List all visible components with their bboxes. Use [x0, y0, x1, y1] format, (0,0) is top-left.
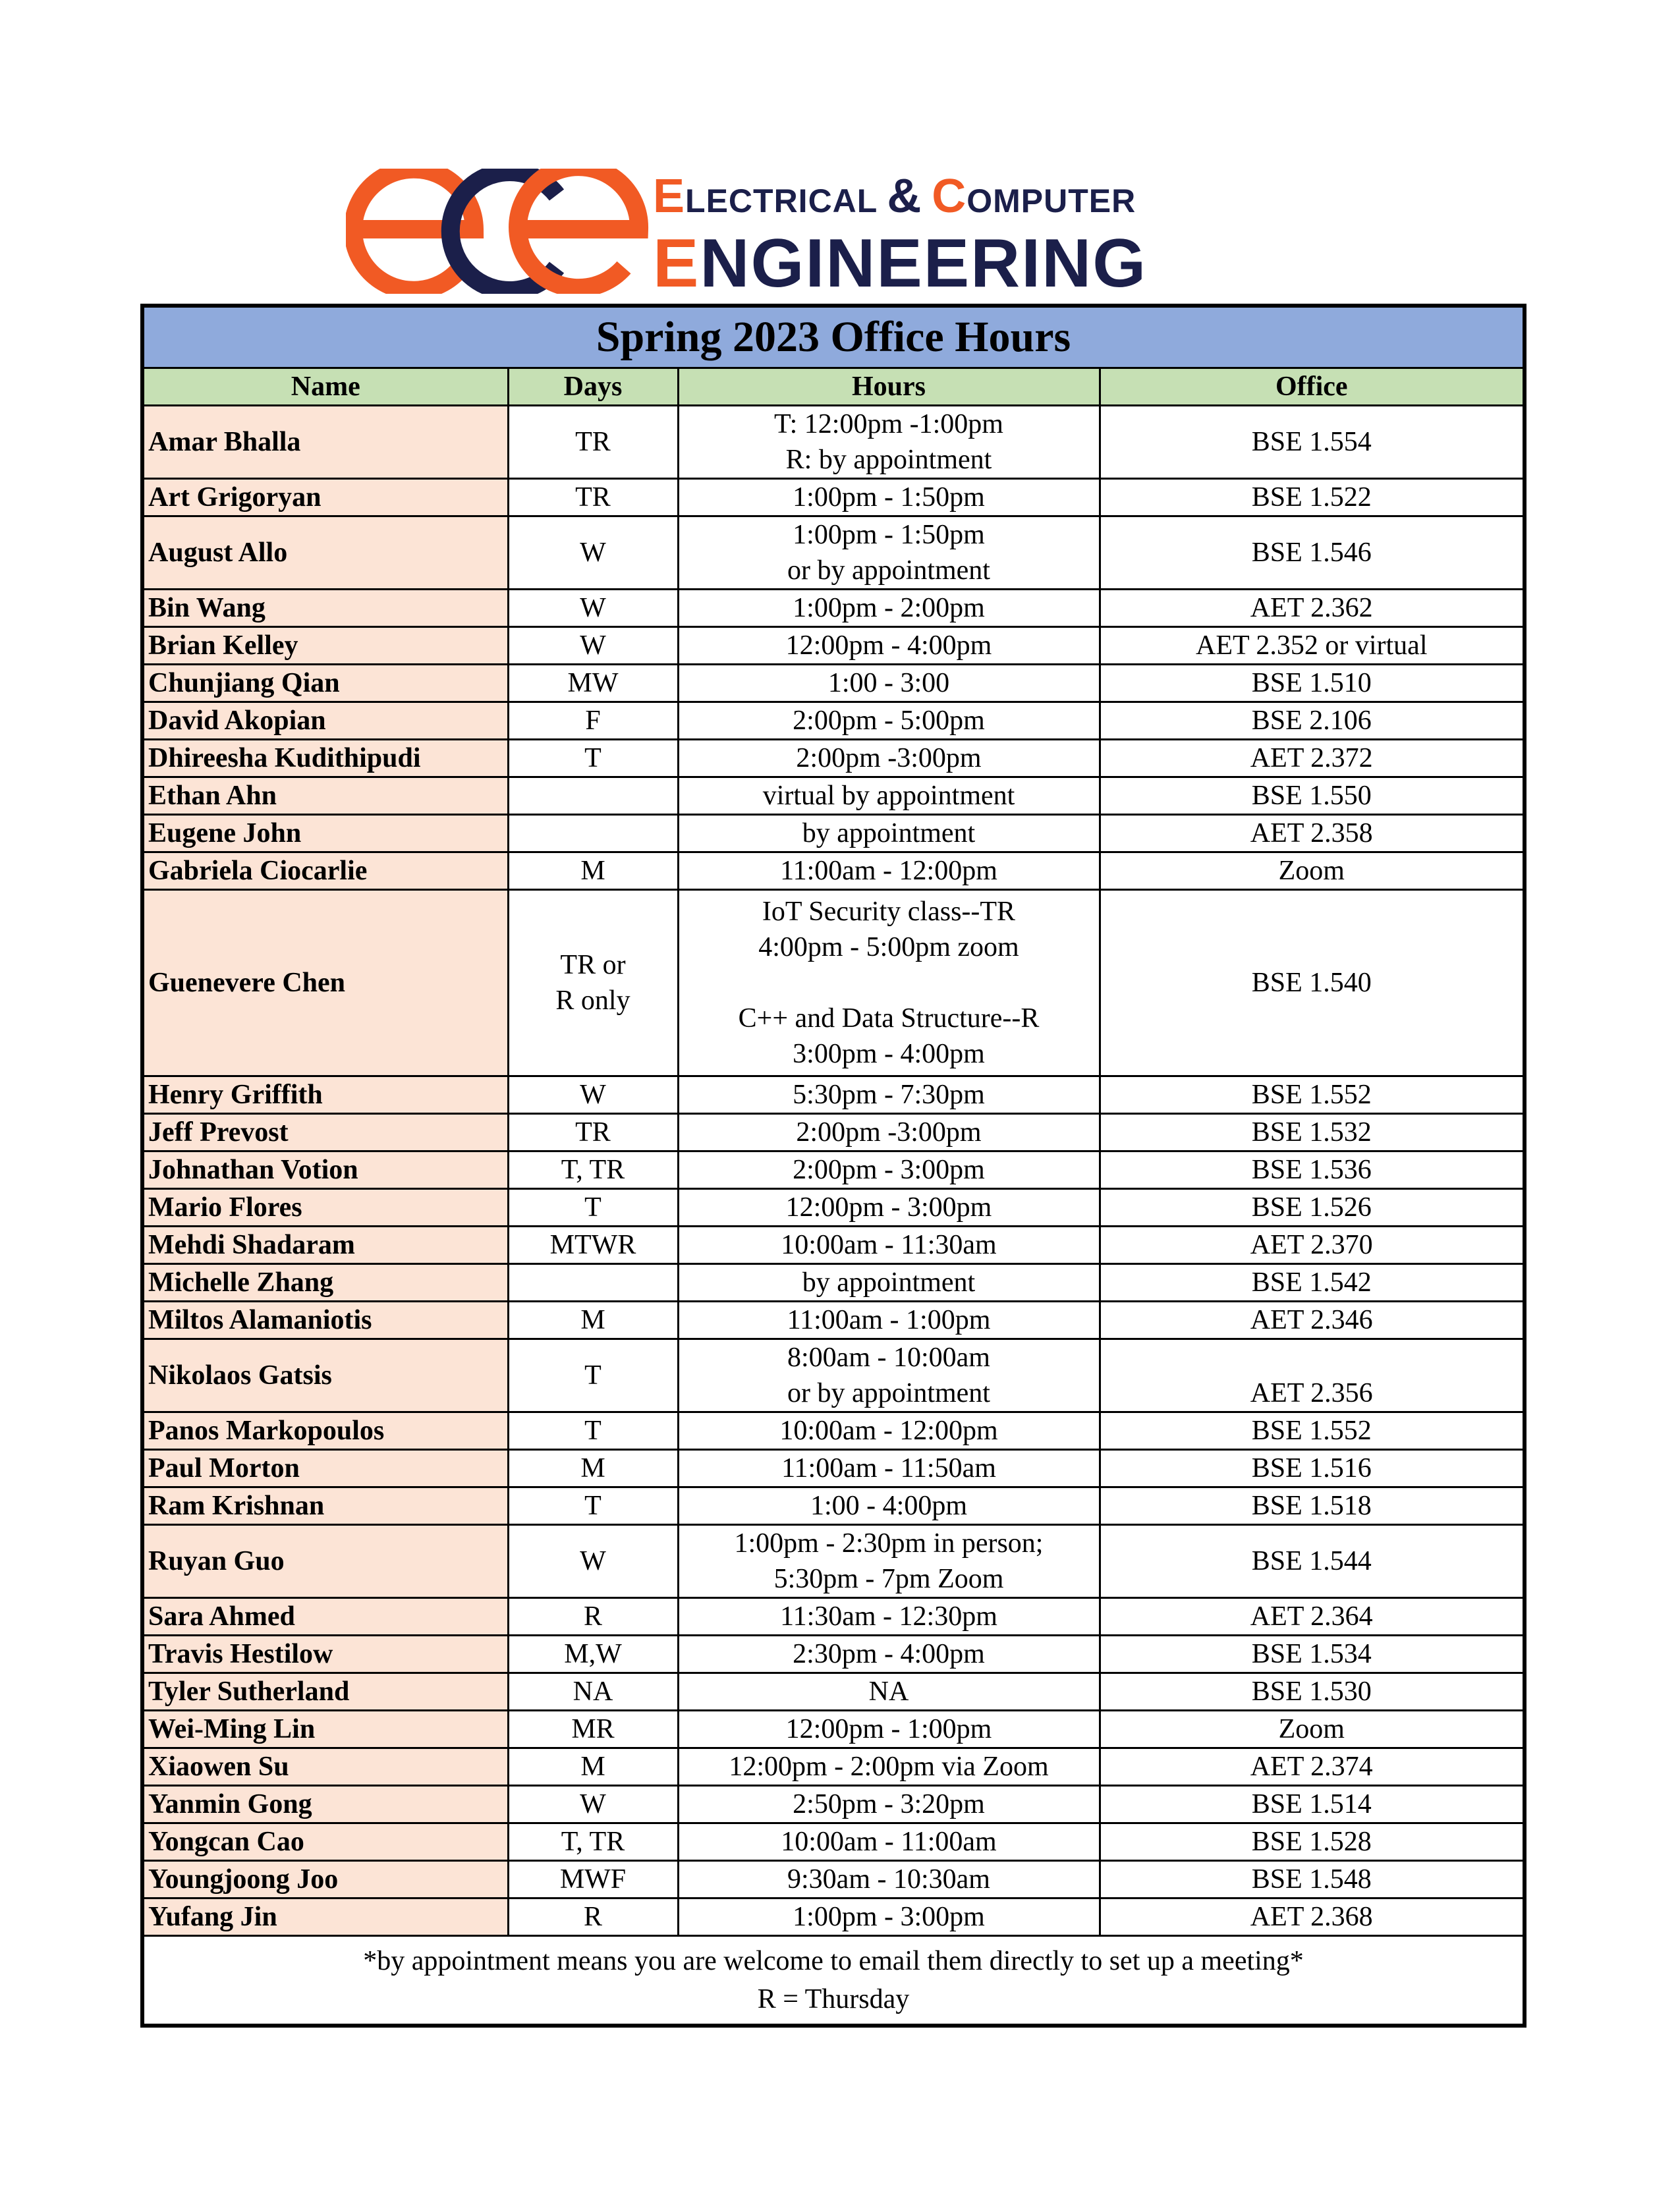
cell-days: F — [508, 702, 678, 740]
cell-office: AET 2.352 or virtual — [1100, 627, 1525, 665]
cell-days: M — [508, 1450, 678, 1487]
cell-name: Nikolaos Gatsis — [142, 1339, 508, 1412]
cell-hours: by appointment — [678, 815, 1100, 852]
cell-days: NA — [508, 1673, 678, 1711]
cell-days: MW — [508, 665, 678, 702]
table-row — [142, 1189, 1525, 1227]
cell-hours: 1:00pm - 1:50pm or by appointment — [678, 516, 1100, 590]
cell-office: BSE 1.530 — [1100, 1673, 1525, 1711]
cell-name: Yanmin Gong — [142, 1786, 508, 1823]
table-row — [142, 1339, 1525, 1412]
logo-text-electrical-computer: ELECTRICAL & COMPUTER — [653, 170, 1136, 223]
cell-name: Mario Flores — [142, 1189, 508, 1227]
cell-days: W — [508, 1786, 678, 1823]
cell-name: Wei-Ming Lin — [142, 1711, 508, 1748]
cell-name: Johnathan Votion — [142, 1151, 508, 1189]
cell-days: R — [508, 1598, 678, 1636]
cell-name: Eugene John — [142, 815, 508, 852]
cell-name: Youngjoong Joo — [142, 1861, 508, 1898]
table-row — [142, 890, 1525, 1076]
cell-hours: 2:00pm -3:00pm — [678, 740, 1100, 777]
cell-office: BSE 1.542 — [1100, 1264, 1525, 1302]
table-row — [142, 590, 1525, 627]
cell-office: AET 2.362 — [1100, 590, 1525, 627]
cell-name: Tyler Sutherland — [142, 1673, 508, 1711]
cell-office: BSE 1.546 — [1100, 516, 1525, 590]
cell-name: Gabriela Ciocarlie — [142, 852, 508, 890]
table-row — [142, 1823, 1525, 1861]
table-body — [142, 406, 1525, 1936]
cell-days: W — [508, 627, 678, 665]
table-row — [142, 1114, 1525, 1151]
cell-days: M — [508, 852, 678, 890]
cell-office: AET 2.370 — [1100, 1227, 1525, 1264]
cell-days: T — [508, 1189, 678, 1227]
table-row — [142, 777, 1525, 815]
cell-days: TR — [508, 479, 678, 516]
cell-office: BSE 1.528 — [1100, 1823, 1525, 1861]
cell-hours: 1:00pm - 1:50pm — [678, 479, 1100, 516]
office-hours-table — [140, 304, 1526, 2028]
cell-office: AET 2.346 — [1100, 1302, 1525, 1339]
table-row — [142, 1227, 1525, 1264]
cell-days — [508, 815, 678, 852]
cell-office: AET 2.356 — [1100, 1339, 1525, 1412]
cell-office: BSE 1.552 — [1100, 1076, 1525, 1114]
cell-office: BSE 1.526 — [1100, 1189, 1525, 1227]
cell-hours: 12:00pm - 1:00pm — [678, 1711, 1100, 1748]
cell-days: M,W — [508, 1636, 678, 1673]
cell-office: AET 2.364 — [1100, 1598, 1525, 1636]
cell-days: M — [508, 1748, 678, 1786]
cell-days: T — [508, 1487, 678, 1525]
cell-hours: 12:00pm - 4:00pm — [678, 627, 1100, 665]
cell-days: W — [508, 1525, 678, 1598]
cell-office: BSE 1.536 — [1100, 1151, 1525, 1189]
cell-days: M — [508, 1302, 678, 1339]
footer-note: *by appointment means you are welcome to email them directly to set up a meeting* — [363, 1946, 1304, 1976]
table-row — [142, 1711, 1525, 1748]
cell-days: W — [508, 516, 678, 590]
cell-office: BSE 1.548 — [1100, 1861, 1525, 1898]
cell-hours: 2:00pm - 3:00pm — [678, 1151, 1100, 1189]
cell-hours: 1:00 - 4:00pm — [678, 1487, 1100, 1525]
table-row — [142, 702, 1525, 740]
table-title: Spring 2023 Office Hours — [142, 306, 1525, 368]
cell-days — [508, 777, 678, 815]
cell-office: Zoom — [1100, 1711, 1525, 1748]
cell-office: AET 2.374 — [1100, 1748, 1525, 1786]
cell-hours: 1:00pm - 2:00pm — [678, 590, 1100, 627]
table-row — [142, 1748, 1525, 1786]
cell-name: August Allo — [142, 516, 508, 590]
cell-hours: 1:00pm - 3:00pm — [678, 1898, 1100, 1936]
cell-hours: 11:00am - 1:00pm — [678, 1302, 1100, 1339]
cell-hours: 9:30am - 10:30am — [678, 1861, 1100, 1898]
cell-office: AET 2.358 — [1100, 815, 1525, 852]
cell-name: Dhireesha Kudithipudi — [142, 740, 508, 777]
cell-name: Yufang Jin — [142, 1898, 508, 1936]
table-row — [142, 1487, 1525, 1525]
cell-days: T — [508, 1412, 678, 1450]
table-row — [142, 1076, 1525, 1114]
cell-office: AET 2.372 — [1100, 740, 1525, 777]
cell-office: BSE 1.540 — [1100, 890, 1525, 1076]
cell-days: TR — [508, 406, 678, 479]
cell-name: Mehdi Shadaram — [142, 1227, 508, 1264]
cell-hours: IoT Security class--TR 4:00pm - 5:00pm zoom C++ and Data Structure--R 3:00pm - 4:00pm — [678, 890, 1100, 1076]
cell-hours: NA — [678, 1673, 1100, 1711]
cell-name: David Akopian — [142, 702, 508, 740]
cell-name: Art Grigoryan — [142, 479, 508, 516]
table-footer — [142, 1936, 1525, 2026]
header-name: Name — [142, 368, 508, 406]
header-office: Office — [1100, 368, 1525, 406]
cell-name: Brian Kelley — [142, 627, 508, 665]
table-row — [142, 1636, 1525, 1673]
cell-name: Bin Wang — [142, 590, 508, 627]
cell-days: MTWR — [508, 1227, 678, 1264]
cell-name: Panos Markopoulos — [142, 1412, 508, 1450]
cell-hours: 1:00 - 3:00 — [678, 665, 1100, 702]
cell-office: BSE 1.544 — [1100, 1525, 1525, 1598]
table-row — [142, 815, 1525, 852]
cell-hours: 10:00am - 11:00am — [678, 1823, 1100, 1861]
cell-office: BSE 1.514 — [1100, 1786, 1525, 1823]
table-row — [142, 406, 1525, 479]
cell-name: Paul Morton — [142, 1450, 508, 1487]
cell-office: BSE 1.518 — [1100, 1487, 1525, 1525]
cell-days: T, TR — [508, 1151, 678, 1189]
table-row — [142, 1412, 1525, 1450]
cell-hours: 8:00am - 10:00am or by appointment — [678, 1339, 1100, 1412]
cell-days: W — [508, 590, 678, 627]
cell-name: Xiaowen Su — [142, 1748, 508, 1786]
table-row — [142, 665, 1525, 702]
table-row — [142, 1302, 1525, 1339]
cell-hours: 2:50pm - 3:20pm — [678, 1786, 1100, 1823]
footer-legend: R = Thursday — [757, 1984, 910, 2014]
table-row — [142, 479, 1525, 516]
cell-office: BSE 2.106 — [1100, 702, 1525, 740]
table-row — [142, 627, 1525, 665]
cell-days: TR or R only — [508, 890, 678, 1076]
cell-hours: 11:00am - 11:50am — [678, 1450, 1100, 1487]
table-row — [142, 516, 1525, 590]
cell-name: Ethan Ahn — [142, 777, 508, 815]
cell-name: Ruyan Guo — [142, 1525, 508, 1598]
cell-office: BSE 1.510 — [1100, 665, 1525, 702]
cell-name: Chunjiang Qian — [142, 665, 508, 702]
cell-name: Michelle Zhang — [142, 1264, 508, 1302]
header-hours: Hours — [678, 368, 1100, 406]
table-row — [142, 1898, 1525, 1936]
cell-office: BSE 1.552 — [1100, 1412, 1525, 1450]
table-row — [142, 1598, 1525, 1636]
cell-name: Travis Hestilow — [142, 1636, 508, 1673]
cell-hours: virtual by appointment — [678, 777, 1100, 815]
cell-days: R — [508, 1898, 678, 1936]
cell-hours: 5:30pm - 7:30pm — [678, 1076, 1100, 1114]
cell-office: BSE 1.550 — [1100, 777, 1525, 815]
cell-name: Sara Ahmed — [142, 1598, 508, 1636]
cell-hours: 2:00pm -3:00pm — [678, 1114, 1100, 1151]
cell-hours: 10:00am - 11:30am — [678, 1227, 1100, 1264]
cell-hours: 10:00am - 12:00pm — [678, 1412, 1100, 1450]
logo-e2 — [518, 169, 639, 288]
table-row — [142, 1673, 1525, 1711]
cell-days: W — [508, 1076, 678, 1114]
table-row — [142, 852, 1525, 890]
cell-days — [508, 1264, 678, 1302]
cell-office: BSE 1.532 — [1100, 1114, 1525, 1151]
ece-logo — [346, 169, 1183, 302]
cell-office: AET 2.368 — [1100, 1898, 1525, 1936]
cell-office: Zoom — [1100, 852, 1525, 890]
cell-hours: by appointment — [678, 1264, 1100, 1302]
cell-name: Yongcan Cao — [142, 1823, 508, 1861]
table-row — [142, 1450, 1525, 1487]
header-days: Days — [508, 368, 678, 406]
cell-hours: 1:00pm - 2:30pm in person; 5:30pm - 7pm Zoom — [678, 1525, 1100, 1598]
cell-hours: 11:00am - 12:00pm — [678, 852, 1100, 890]
cell-office: BSE 1.522 — [1100, 479, 1525, 516]
table-row — [142, 1151, 1525, 1189]
logo-text-engineering: ENGINEERING — [653, 225, 1148, 302]
table-row — [142, 1861, 1525, 1898]
cell-days: T — [508, 1339, 678, 1412]
cell-hours: 12:00pm - 3:00pm — [678, 1189, 1100, 1227]
cell-name: Henry Griffith — [142, 1076, 508, 1114]
cell-days: T — [508, 740, 678, 777]
cell-name: Miltos Alamaniotis — [142, 1302, 508, 1339]
cell-name: Guenevere Chen — [142, 890, 508, 1076]
header-row — [142, 368, 1525, 406]
cell-days: T, TR — [508, 1823, 678, 1861]
table-row — [142, 1525, 1525, 1598]
cell-days: TR — [508, 1114, 678, 1151]
ece-logo-mark — [346, 169, 656, 294]
table-row — [142, 1786, 1525, 1823]
cell-hours: 2:00pm - 5:00pm — [678, 702, 1100, 740]
cell-office: BSE 1.554 — [1100, 406, 1525, 479]
cell-hours: 2:30pm - 4:00pm — [678, 1636, 1100, 1673]
cell-name: Jeff Prevost — [142, 1114, 508, 1151]
table-row — [142, 740, 1525, 777]
cell-office: BSE 1.516 — [1100, 1450, 1525, 1487]
cell-hours: T: 12:00pm -1:00pm R: by appointment — [678, 406, 1100, 479]
cell-name: Ram Krishnan — [142, 1487, 508, 1525]
cell-name: Amar Bhalla — [142, 406, 508, 479]
cell-hours: 12:00pm - 2:00pm via Zoom — [678, 1748, 1100, 1786]
cell-hours: 11:30am - 12:30pm — [678, 1598, 1100, 1636]
cell-days: MWF — [508, 1861, 678, 1898]
cell-office: BSE 1.534 — [1100, 1636, 1525, 1673]
table-row — [142, 1264, 1525, 1302]
cell-days: MR — [508, 1711, 678, 1748]
